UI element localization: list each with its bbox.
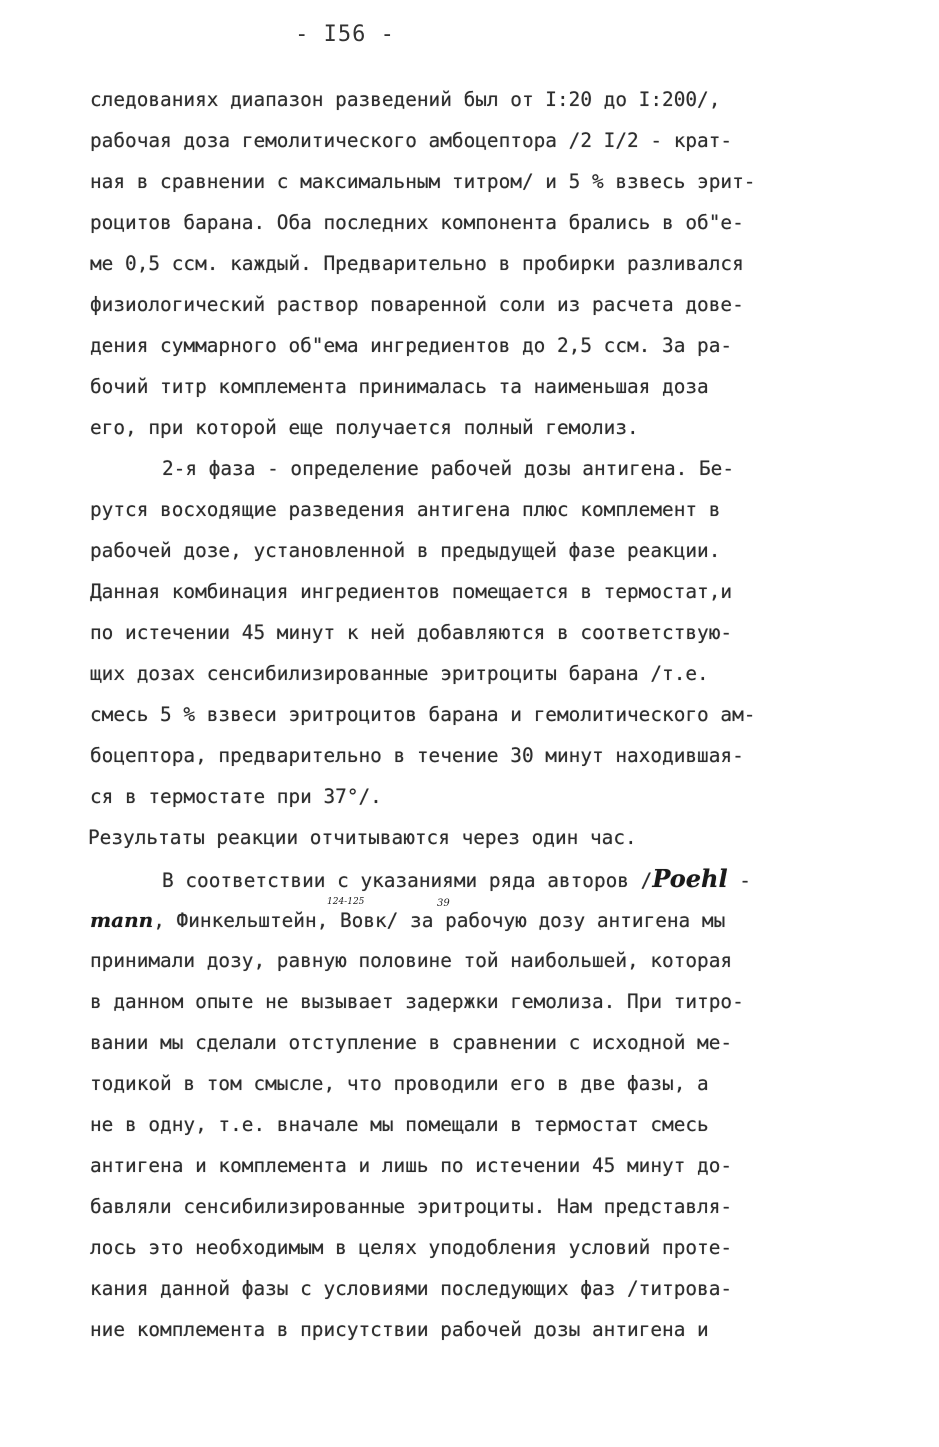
text-line: смесь 5 % взвеси эритроцитов барана и гемолитического ам- xyxy=(90,703,756,726)
text-line: вании мы сделали отступление в сравнении с исходной ме- xyxy=(90,1031,733,1054)
text-line: рабочая доза гемолитического амбоцептора /2 I/2 - крат- xyxy=(90,129,733,152)
handwritten-author-name-end: mann xyxy=(90,908,154,932)
text-line: тодикой в том смысле, что проводили его в две фазы, а xyxy=(90,1072,709,1095)
text-line: щих дозах сенсибилизированные эритроциты барана /т.е. xyxy=(90,662,709,685)
page-number: - I56 - xyxy=(295,22,395,47)
text-line: физиологический раствор поваренной соли из расчета дове- xyxy=(90,293,744,316)
text-line: дения суммарного об"ема ингредиентов до 2,5 ссм. За ра- xyxy=(90,334,733,357)
text-line: ся в термостате при 37°/. xyxy=(90,785,382,808)
text-line: антигена и комплемента и лишь по истечении 45 минут до- xyxy=(90,1154,733,1177)
text-line: Результаты реакции отчитываются через один час. xyxy=(88,826,637,849)
text-line: боцептора, предварительно в течение 30 минут находившая- xyxy=(90,744,744,767)
text-line: роцитов барана. Оба последних компонента брались в об"е- xyxy=(90,211,744,234)
text-line: следованиях диапазон разведений был от I:20 до I:200/, xyxy=(90,88,721,111)
text-line: ние комплемента в присутствии рабочей дозы антигена и xyxy=(90,1318,709,1341)
handwritten-reference-number: 39 xyxy=(437,898,450,909)
text-line: рутся восходящие разведения антигена плюс комплемент в xyxy=(90,498,721,521)
text-line: бочий титр комплемента принималась та наименьшая доза xyxy=(90,375,709,398)
text-line: Данная комбинация ингредиентов помещается в термостат,и xyxy=(90,580,733,603)
text-line: в данном опыте не вызывает задержки гемолиза. При титро- xyxy=(90,990,744,1013)
text-line: его, при которой еще получается полный гемолиз. xyxy=(90,416,639,439)
line-text: , Финкельштейн, Вовк/ xyxy=(153,909,399,932)
text-line-with-references xyxy=(90,908,725,933)
text-line: ме 0,5 ссм. каждый. Предварительно в пробирки разливался xyxy=(90,252,744,275)
paragraph-start-line: 2-я фаза - определение рабочей дозы антигена. Бе- xyxy=(162,457,735,480)
text-line: рабочей дозе, установленной в предыдущей фазе реакции. xyxy=(90,539,721,562)
text-line: ная в сравнении с максимальным титром/ и 5 % взвесь эрит- xyxy=(90,170,756,193)
text-line: бавляли сенсибилизированные эритроциты. Нам представля- xyxy=(90,1195,733,1218)
text-line: принимали дозу, равную половине той наибольшей, которая xyxy=(90,949,733,972)
line-text: за рабочую дозу антигена мы xyxy=(398,909,726,932)
text-line: не в одну, т.е. вначале мы помещали в термостат смесь xyxy=(90,1113,709,1136)
text-line: кания данной фазы с условиями последующих фаз /титрова- xyxy=(90,1277,733,1300)
hyphen-text: - xyxy=(727,869,751,892)
line-text: В соответствии с указаниями ряда авторов / xyxy=(162,869,653,892)
text-line: лось это необходимым в целях уподобления условий проте- xyxy=(90,1236,733,1259)
handwritten-author-name: Poehl xyxy=(652,864,728,893)
handwritten-reference-number: 124-125 xyxy=(327,897,365,907)
text-line: по истечении 45 минут к ней добавляются в соответствую- xyxy=(90,621,733,644)
paragraph-start-line xyxy=(162,864,751,893)
